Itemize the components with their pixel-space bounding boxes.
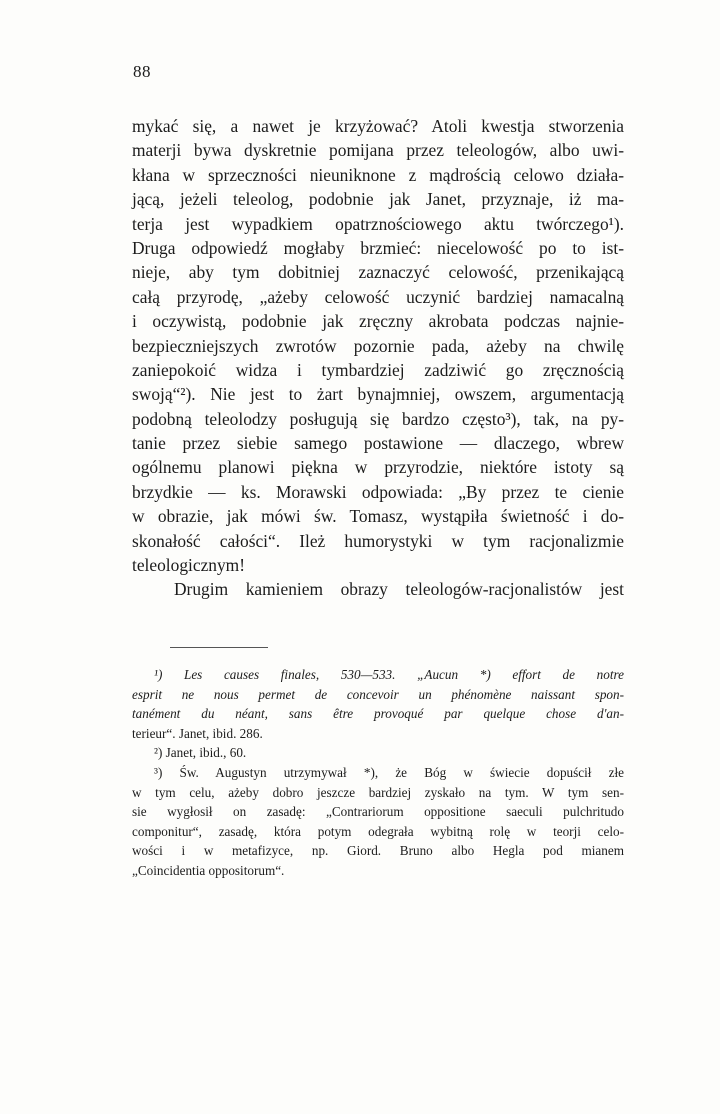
footnote-line: w tym celu, ażeby dobro jeszcze bardziej zyskało na tym. W tym sen- [132,784,624,800]
page-number: 88 [133,62,151,81]
text-line: ogólnemu planowi piękna w przyrodzie, niektóre istoty są [132,457,624,478]
text-line: mykać się, a nawet je krzyżować? Atoli kwestja stworzenia [132,116,624,136]
text-line: Druga odpowiedź mogłaby brzmieć: niecelowość po to ist- [132,237,624,258]
footnote-1 [132,665,624,743]
text-line: całą przyrodę, „ażeby celowość uczynić bardziej namacalną [132,286,624,307]
footnote-line: ¹) Les causes finales, 530—533. „Aucun *) effort de notre [154,667,624,682]
body-text [132,114,624,602]
footnotes [132,665,624,881]
text-line: tanie przez siebie samego postawione — dlaczego, wbrew [132,433,624,454]
text-line: Drugim kamieniem obrazy teleologów-racjonalistów jest [174,579,624,600]
footnote-line: esprit ne nous permet de concevoir un phénomène naissant spon- [132,686,624,702]
text-line: w obrazie, jak mówi św. Tomasz, wystąpiła świetność i do- [132,506,624,527]
text-line: jącą, jeżeli teleolog, podobnie jak Janet, przyznaje, iż ma- [132,189,624,210]
text-line: kłana w sprzeczności nieuniknone z mądrością celowo działa- [132,164,624,185]
text-line: materji bywa dyskretnie pomijana przez teleologów, albo uwi- [132,140,624,161]
text-line: terja jest wypadkiem opatrznościowego aktu twórczego¹). [132,213,624,234]
footnote-line: ²) Janet, ibid., 60. [154,745,247,761]
text-line: bezpieczniejszych zwrotów pozornie pada, ażeby na chwilę [132,335,624,356]
footnote-line: sie wygłosił on zasadę: „Contrariorum oppositione saeculi pulchritudo [132,804,624,820]
text-line: swoją“²). Nie jest to żart bynajmniej, owszem, argumentacją [132,384,624,405]
footnote-line: tanément du néant, sans être provoqué par quelque chose d'an- [132,706,624,722]
footnote-line: terieur“. Janet, ibid. 286. [132,725,263,741]
footnote-line: wości i w metafizyce, np. Giord. Bruno albo Hegla pod mianem [132,843,624,859]
text-line: brzydkie — ks. Morawski odpowiada: „By przez te cienie [132,481,624,502]
text-line: i oczywistą, podobnie jak zręczny akrobata podczas najnie- [132,311,624,332]
footnote-2 [132,743,624,763]
footnote-line: componitur“, zasadę, która potym odegrała wybitną rolę w teorji celo- [132,823,624,839]
footnote-3 [132,763,624,881]
text-line: nieje, aby tym dobitniej zaznaczyć celowość, przenikającą [132,262,624,283]
footnote-divider [170,647,268,648]
text-line: zaniepokoić widza i tymbardziej zadziwić go zręcznością [132,359,624,380]
footnote-line: ³) Św. Augustyn utrzymywał *), że Bóg w świecie dopuścił złe [154,764,624,780]
footnote-line: „Coincidentia oppositorum“. [132,862,285,878]
text-line: podobną teleolodzy posługują się bardzo często³), tak, na py- [132,408,624,429]
text-line: teleologicznym! [132,555,245,576]
text-line: skonałość całości“. Ileż humorystyki w tym racjonalizmie [132,530,624,551]
